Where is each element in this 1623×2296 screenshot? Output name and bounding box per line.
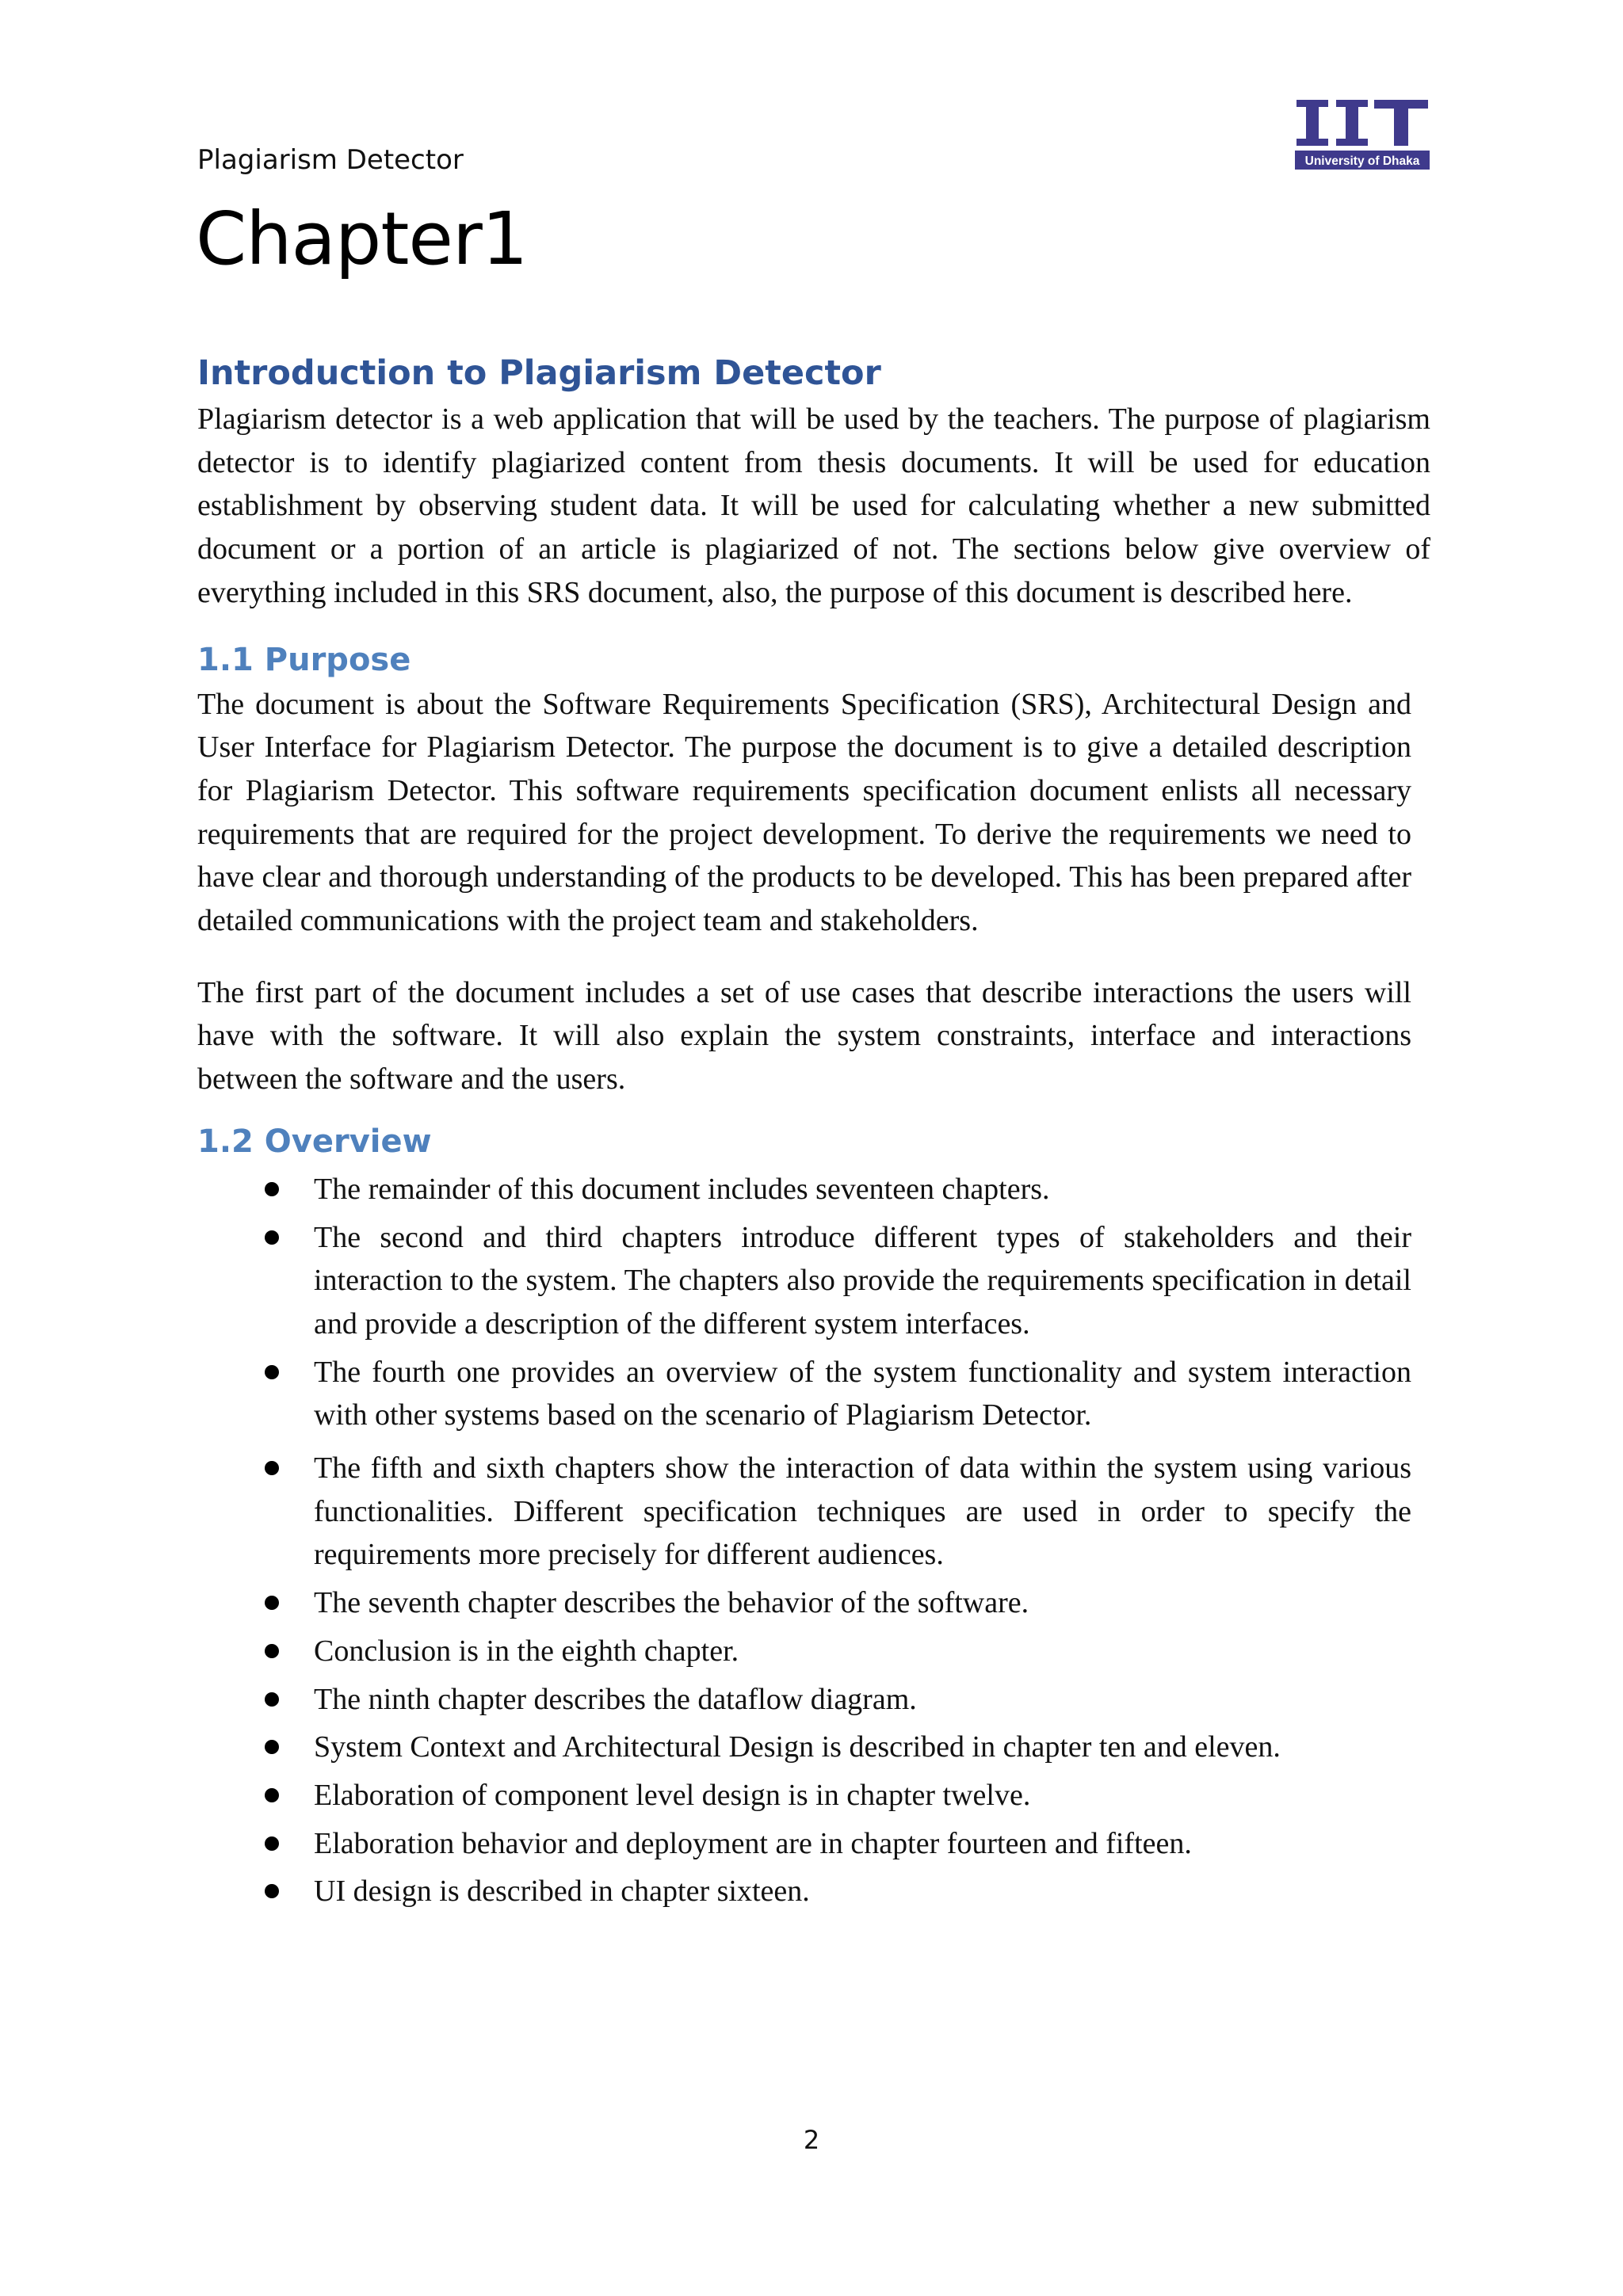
list-item: UI design is described in chapter sixteen.: [197, 1870, 1411, 1913]
bullet-icon: [265, 1596, 279, 1610]
bullet-icon: [265, 1230, 279, 1245]
intro-paragraph: Plagiarism detector is a web application that will be used by the teachers. The purpose of plagiarism detector is to identify plagiarized content from thesis documents. It will be used for education establishment by observing student data. It will be used for calculating whether a new submitted document or a portion of an article is plagiarized of not. The sections below give overview of everything included in this SRS document, also, the purpose of this document is described here.: [197, 402, 1430, 609]
list-item: System Context and Architectural Design is described in chapter ten and eleven.: [197, 1726, 1411, 1769]
intro-heading: Introduction to Plagiarism Detector: [197, 353, 881, 393]
iit-logo: [1295, 98, 1430, 174]
list-item: Elaboration of component level design is in chapter twelve.: [197, 1774, 1411, 1817]
page-number: 2: [803, 2125, 820, 2155]
list-item: The seventh chapter describes the behavior of the software.: [197, 1581, 1411, 1625]
list-item: The second and third chapters introduce different types of stakeholders and their interaction to the system. The chapters also provide the requirements specification in detail and provide a description of the different system interfaces.: [197, 1216, 1411, 1346]
bullet-icon: [265, 1692, 279, 1707]
chapter-title: Chapter1: [196, 196, 528, 281]
list-item: Conclusion is in the eighth chapter.: [197, 1630, 1411, 1673]
document-body: [197, 349, 1430, 1918]
bullet-icon: [265, 1740, 279, 1754]
list-item: The fourth one provides an overview of the system functionality and system interaction with other systems based on the scenario of Plagiarism Detector.: [197, 1351, 1411, 1437]
bullet-icon: [265, 1788, 279, 1802]
running-header: Plagiarism Detector: [197, 144, 464, 176]
bullet-icon: [265, 1461, 279, 1475]
overview-heading: 1.2 Overview: [197, 1123, 432, 1160]
list-item: The fifth and sixth chapters show the interaction of data within the system using various functionalities. Different specification techniques are used in order to specify the requirements more precisely for different audiences.: [197, 1447, 1411, 1577]
list-item: The ninth chapter describes the dataflow diagram.: [197, 1678, 1411, 1722]
purpose-paragraph-2: The first part of the document includes a set of use cases that describe interactions the users will have with the software. It will also explain the system constraints, interface and interactions between the software and the users.: [197, 975, 1411, 1097]
list-item: The remainder of this document includes seventeen chapters.: [197, 1168, 1411, 1211]
bullet-icon: [265, 1884, 279, 1898]
overview-list: [197, 1168, 1411, 1913]
bullet-icon: [265, 1644, 279, 1658]
logo-subtitle: University of Dhaka: [1304, 154, 1420, 168]
bullet-icon: [265, 1182, 279, 1196]
list-item: Elaboration behavior and deployment are in chapter fourteen and fifteen.: [197, 1822, 1411, 1866]
bullet-icon: [265, 1836, 279, 1851]
bullet-icon: [265, 1365, 279, 1379]
purpose-heading: 1.1 Purpose: [197, 641, 411, 678]
purpose-paragraph-1: The document is about the Software Requirements Specification (SRS), Architectural Design and User Interface for Plagiarism Detector. The purpose the document is to give a detailed description for Plagiarism Detector. This software requirements specification document enlists all necessary requirements that are required for the project development. To derive the requirements we need to have clear and thorough understanding of the products to be developed. This has been prepared after detailed communications with the project team and stakeholders.: [197, 687, 1411, 938]
